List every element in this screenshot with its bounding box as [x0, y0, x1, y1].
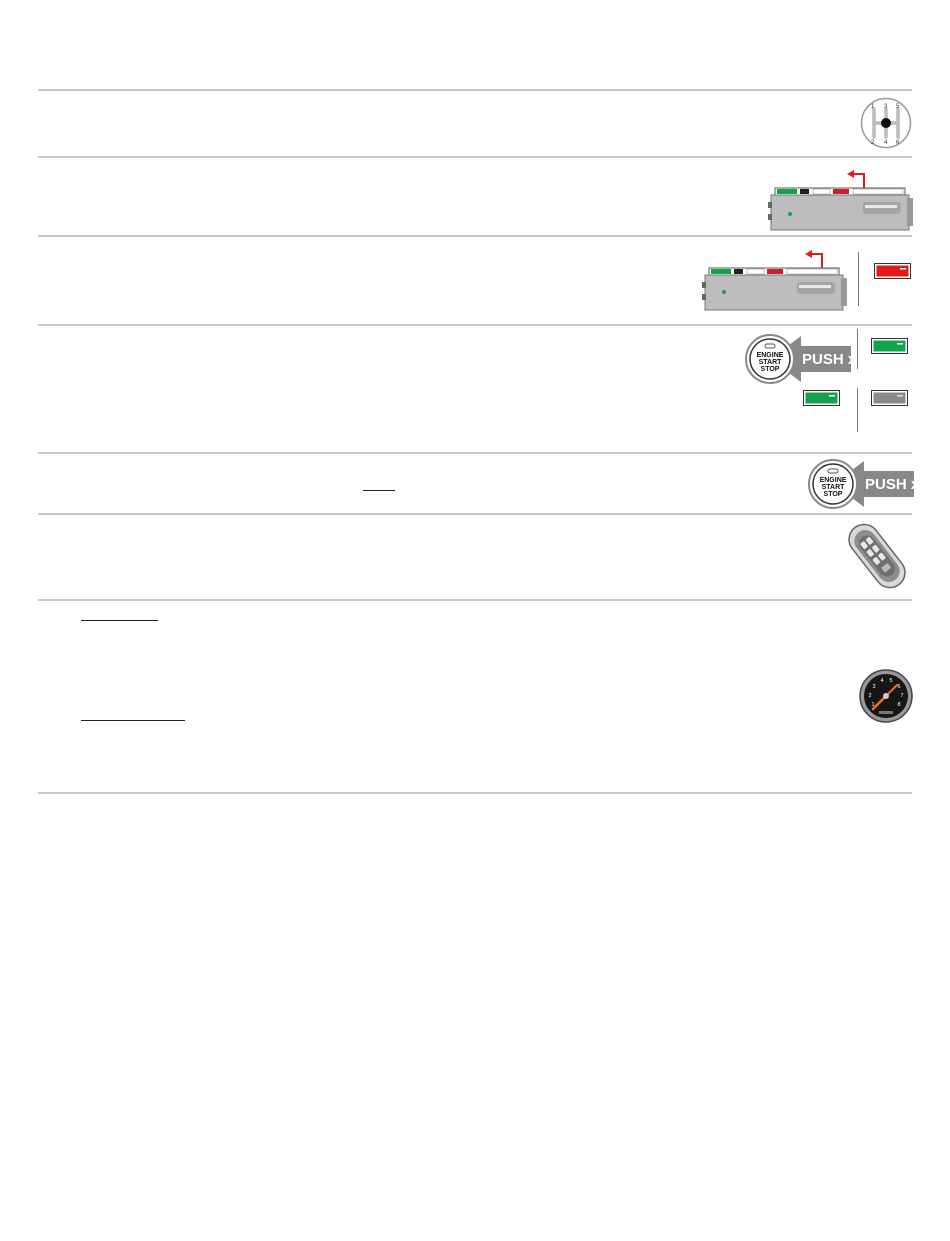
section-divider	[38, 513, 912, 515]
svg-text:1: 1	[871, 104, 875, 110]
led-grey-icon	[871, 390, 908, 406]
column-separator	[857, 329, 858, 369]
button-line-1: ENGINE	[819, 477, 847, 484]
button-line-3: STOP	[823, 491, 843, 498]
button-line-2: START	[758, 359, 782, 366]
section-divider	[38, 235, 912, 237]
led-green-icon	[871, 338, 908, 354]
led-green-icon	[803, 390, 840, 406]
tach-tick: 2	[868, 693, 872, 699]
svg-text:4: 4	[884, 140, 888, 146]
section-divider	[38, 599, 912, 601]
tach-tick: 7	[900, 693, 904, 699]
remote-transmitter-icon	[842, 518, 912, 594]
button-line-1: ENGINE	[756, 352, 784, 359]
column-separator	[858, 252, 859, 306]
tach-tick: 1	[871, 702, 875, 708]
led-red-icon	[874, 263, 911, 279]
section-divider	[38, 89, 912, 91]
section-divider	[38, 156, 912, 158]
push-label: PUSH x2	[802, 351, 865, 368]
underlined-heading	[81, 720, 185, 721]
svg-text:3: 3	[884, 104, 888, 110]
tach-tick: 5	[889, 678, 893, 684]
column-separator	[857, 388, 858, 432]
control-module-button-icon	[702, 248, 847, 310]
tachometer-icon	[859, 669, 913, 723]
section-divider	[38, 792, 912, 794]
manual-gear-shifter-icon	[860, 97, 912, 149]
button-line-3: STOP	[760, 366, 780, 373]
tach-tick: 8	[897, 702, 901, 708]
section-divider	[38, 324, 912, 326]
svg-text:5: 5	[896, 104, 900, 110]
tach-tick: 3	[872, 684, 876, 690]
button-line-2: START	[821, 484, 845, 491]
tach-tick: 4	[880, 678, 884, 684]
svg-text:2: 2	[871, 140, 875, 146]
section-divider	[38, 452, 912, 454]
underlined-word	[363, 490, 395, 491]
engine-start-stop-push-x1-icon	[808, 458, 928, 510]
control-module-button-icon	[768, 168, 913, 230]
engine-start-stop-push-x2-icon	[745, 333, 865, 385]
shifter-label-holder	[0, 0, 1, 1]
svg-text:6: 6	[896, 140, 900, 146]
push-label: PUSH x1	[865, 476, 928, 493]
underlined-heading	[81, 620, 158, 621]
tach-tick: 6	[897, 684, 901, 690]
